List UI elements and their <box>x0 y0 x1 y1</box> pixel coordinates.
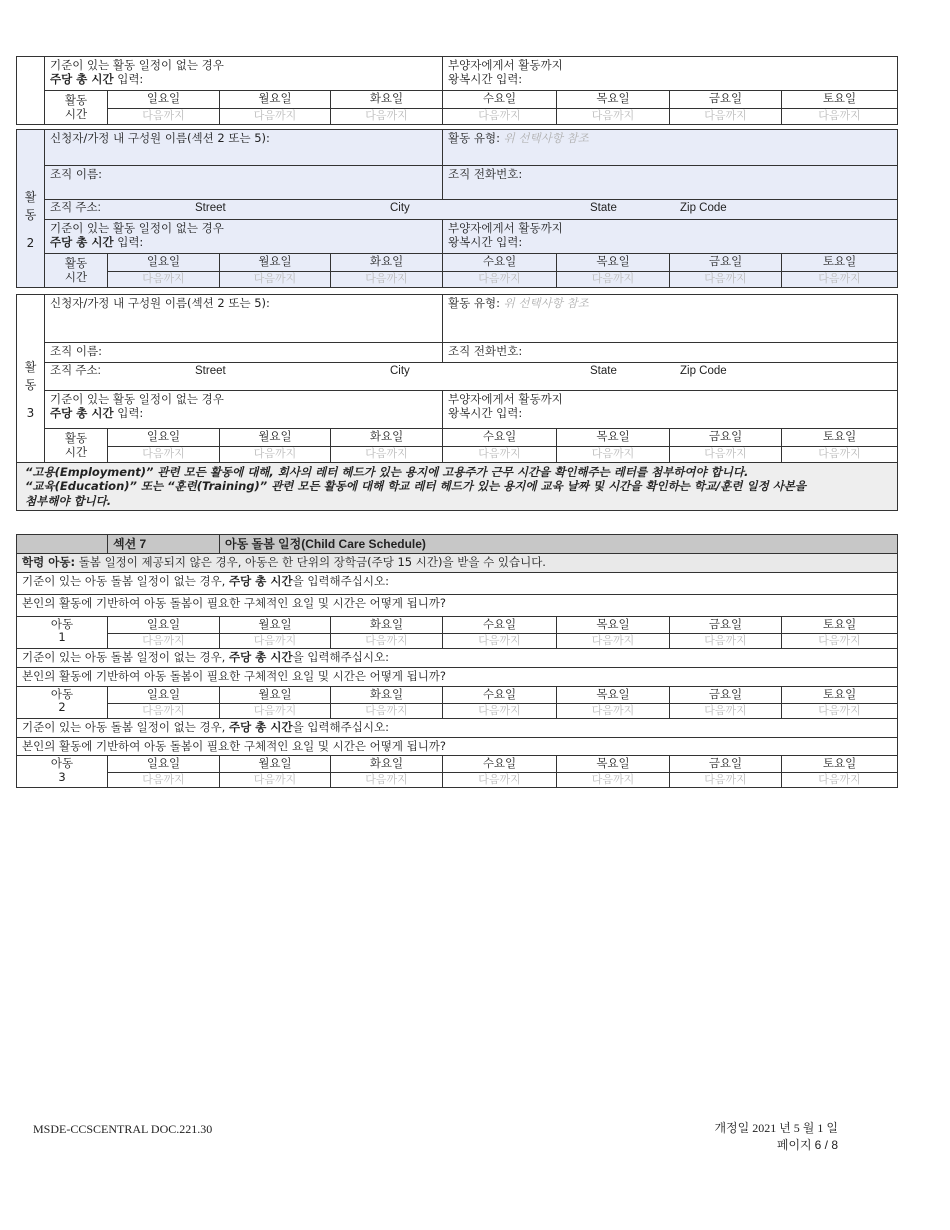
time-input[interactable]: 다음까지 <box>557 108 670 124</box>
activity-time-label: 활동 시간 <box>45 429 108 463</box>
time-input[interactable]: 다음까지 <box>331 634 443 649</box>
time-input[interactable]: 다음까지 <box>331 773 443 788</box>
time-input[interactable]: 다음까지 <box>443 271 557 287</box>
section-head-blank <box>17 535 108 554</box>
day-header: 월요일 <box>220 91 331 109</box>
day-header: 금요일 <box>670 254 782 272</box>
org-phone-field[interactable]: 조직 전화번호: <box>443 166 898 200</box>
org-address-field[interactable]: 조직 주소: Street City State Zip Code <box>45 363 898 391</box>
time-input[interactable]: 다음까지 <box>782 271 898 287</box>
day-header: 월요일 <box>220 617 331 634</box>
time-input[interactable]: 다음까지 <box>443 634 557 649</box>
time-input[interactable]: 다음까지 <box>782 108 898 124</box>
time-input[interactable]: 다음까지 <box>443 773 557 788</box>
time-input[interactable]: 다음까지 <box>108 773 220 788</box>
time-input[interactable]: 다음까지 <box>108 108 220 124</box>
day-header: 금요일 <box>670 686 782 703</box>
day-header: 수요일 <box>443 756 557 773</box>
day-header: 목요일 <box>557 91 670 109</box>
activity-time-label: 활동 시간 <box>45 254 108 288</box>
day-header: 수요일 <box>443 254 557 272</box>
time-input[interactable]: 다음까지 <box>331 446 443 462</box>
activity-1-side <box>17 57 45 125</box>
activity-1-continuation <box>16 56 898 125</box>
day-header: 수요일 <box>443 429 557 447</box>
day-header: 토요일 <box>782 617 898 634</box>
time-input[interactable]: 다음까지 <box>782 634 898 649</box>
time-input[interactable]: 다음까지 <box>220 703 331 718</box>
day-header: 토요일 <box>782 429 898 447</box>
time-input[interactable]: 다음까지 <box>782 446 898 462</box>
commute-time-field[interactable]: 부양자에게서 활동까지 왕복시간 입력: <box>443 391 898 429</box>
activity-type-field[interactable]: 활동 유형: 위 선택사항 참조 <box>443 130 898 166</box>
applicant-name-field[interactable]: 신청자/가정 내 구성원 이름(섹션 2 또는 5): <box>45 295 443 343</box>
page-number: 페이지 6 / 8 <box>776 1137 838 1152</box>
day-header: 금요일 <box>670 617 782 634</box>
activity-2-side-label: 활 동 2 <box>17 130 45 288</box>
day-header: 일요일 <box>108 756 220 773</box>
document-id: MSDE-CCSCENTRAL DOC.221.30 <box>33 1122 213 1136</box>
total-hours-field[interactable]: 기준이 있는 활동 일정이 없는 경우 주당 총 시간 입력: <box>45 391 443 429</box>
time-input[interactable]: 다음까지 <box>557 634 670 649</box>
page-footer-right <box>714 1120 838 1154</box>
activity-time-label: 활동 시간 <box>45 91 108 125</box>
activity-type-field[interactable]: 활동 유형: 위 선택사항 참조 <box>443 295 898 343</box>
time-input[interactable]: 다음까지 <box>108 703 220 718</box>
day-header: 목요일 <box>557 429 670 447</box>
day-header: 금요일 <box>670 429 782 447</box>
time-input[interactable]: 다음까지 <box>670 703 782 718</box>
time-input[interactable]: 다음까지 <box>670 108 782 124</box>
time-input[interactable]: 다음까지 <box>443 108 557 124</box>
day-header: 수요일 <box>443 686 557 703</box>
child-label: 아동 3 <box>17 756 108 788</box>
time-input[interactable]: 다음까지 <box>782 703 898 718</box>
day-header: 금요일 <box>670 756 782 773</box>
time-input[interactable]: 다음까지 <box>220 108 331 124</box>
org-name-field[interactable]: 조직 이름: <box>45 166 443 200</box>
time-input[interactable]: 다음까지 <box>557 773 670 788</box>
time-input[interactable]: 다음까지 <box>220 773 331 788</box>
day-header: 월요일 <box>220 686 331 703</box>
child-care-question: 본인의 활동에 기반하여 아동 돌봄이 필요한 구체적인 요일 및 시간은 어떻게 됩니까? <box>17 737 898 756</box>
activity-3-side-label: 활 동 3 <box>17 295 45 463</box>
section-title: 아동 돌봄 일정(Child Care Schedule) <box>220 535 898 554</box>
day-header: 월요일 <box>220 756 331 773</box>
day-header: 화요일 <box>331 756 443 773</box>
time-input[interactable]: 다음까지 <box>108 271 220 287</box>
day-header: 일요일 <box>108 686 220 703</box>
activity-2-block <box>16 129 898 288</box>
day-header: 일요일 <box>108 254 220 272</box>
time-input[interactable]: 다음까지 <box>108 634 220 649</box>
time-input[interactable]: 다음까지 <box>331 703 443 718</box>
child-total-hours-field[interactable]: 기준이 있는 아동 돌봄 일정이 없는 경우, 주당 총 시간을 입력해주십시오: <box>17 573 898 595</box>
child-total-hours-field[interactable]: 기준이 있는 아동 돌봄 일정이 없는 경우, 주당 총 시간을 입력해주십시오: <box>17 649 898 668</box>
time-input[interactable]: 다음까지 <box>443 446 557 462</box>
applicant-name-field[interactable]: 신청자/가정 내 구성원 이름(섹션 2 또는 5): <box>45 130 443 166</box>
day-header: 토요일 <box>782 686 898 703</box>
time-input[interactable]: 다음까지 <box>557 703 670 718</box>
school-age-note: 학령 아동: 돌봄 일정이 제공되지 않은 경우, 아동은 한 단위의 장학금(주당 15 시간)을 받을 수 있습니다. <box>17 554 898 573</box>
time-input[interactable]: 다음까지 <box>331 108 443 124</box>
documentation-notice: “고용(Employment)” 관련 모든 활동에 대해, 회사의 레터 헤드가 있는 용지에 고용주가 근무 시간을 확인해주는 레터를 첨부하여야 합니다. “교육(Education)” 또는 “훈련(Training)” 관련 모든 활동에 대해 학교 레터 헤드가 있는 용지에 교육 날짜 및 시간을 확인하는 학교/훈련 일정 사본을 첨부해야 합니다. <box>17 462 898 510</box>
child-total-hours-field[interactable]: 기준이 있는 아동 돌봄 일정이 없는 경우, 주당 총 시간을 입력해주십시오: <box>17 718 898 737</box>
day-header: 수요일 <box>443 617 557 634</box>
time-input[interactable]: 다음까지 <box>557 271 670 287</box>
day-header: 일요일 <box>108 617 220 634</box>
time-input[interactable]: 다음까지 <box>220 634 331 649</box>
org-phone-field[interactable]: 조직 전화번호: <box>443 343 898 363</box>
time-input[interactable]: 다음까지 <box>220 446 331 462</box>
time-input[interactable]: 다음까지 <box>443 703 557 718</box>
org-address-field[interactable]: 조직 주소: Street City State Zip Code <box>45 200 898 220</box>
day-header: 토요일 <box>782 91 898 109</box>
child-care-question: 본인의 활동에 기반하여 아동 돌봄이 필요한 구체적인 요일 및 시간은 어떻게 됩니까? <box>17 667 898 686</box>
time-input[interactable]: 다음까지 <box>782 773 898 788</box>
commute-time-field[interactable]: 부양자에게서 활동까지 왕복시간 입력: <box>443 57 898 91</box>
day-header: 월요일 <box>220 254 331 272</box>
time-input[interactable]: 다음까지 <box>331 271 443 287</box>
day-header: 화요일 <box>331 429 443 447</box>
commute-time-field[interactable]: 부양자에게서 활동까지 왕복시간 입력: <box>443 220 898 254</box>
total-hours-field[interactable]: 기준이 있는 활동 일정이 없는 경우 주당 총 시간 입력: <box>45 57 443 91</box>
revision-date: 개정일 2021 년 5 월 1 일 <box>714 1121 838 1135</box>
day-header: 금요일 <box>670 91 782 109</box>
child-label: 아동 1 <box>17 617 108 649</box>
day-header: 월요일 <box>220 429 331 447</box>
day-header: 토요일 <box>782 756 898 773</box>
time-input[interactable]: 다음까지 <box>220 271 331 287</box>
day-header: 수요일 <box>443 91 557 109</box>
total-hours-field[interactable]: 기준이 있는 활동 일정이 없는 경우 주당 총 시간 입력: <box>45 220 443 254</box>
org-name-field[interactable]: 조직 이름: <box>45 343 443 363</box>
time-input[interactable]: 다음까지 <box>557 446 670 462</box>
day-header: 화요일 <box>331 91 443 109</box>
day-header: 일요일 <box>108 91 220 109</box>
section-number: 섹션 7 <box>108 535 220 554</box>
day-header: 목요일 <box>557 756 670 773</box>
time-input[interactable]: 다음까지 <box>670 773 782 788</box>
child-label: 아동 2 <box>17 686 108 718</box>
day-header: 일요일 <box>108 429 220 447</box>
activity-3-block <box>16 294 898 511</box>
day-header: 목요일 <box>557 686 670 703</box>
time-input[interactable]: 다음까지 <box>670 271 782 287</box>
section-7-child-care-schedule <box>16 534 898 788</box>
day-header: 목요일 <box>557 254 670 272</box>
time-input[interactable]: 다음까지 <box>108 446 220 462</box>
day-header: 화요일 <box>331 254 443 272</box>
child-care-question: 본인의 활동에 기반하여 아동 돌봄이 필요한 구체적인 요일 및 시간은 어떻게 됩니까? <box>17 595 898 617</box>
day-header: 목요일 <box>557 617 670 634</box>
day-header: 화요일 <box>331 617 443 634</box>
day-header: 화요일 <box>331 686 443 703</box>
day-header: 토요일 <box>782 254 898 272</box>
time-input[interactable]: 다음까지 <box>670 446 782 462</box>
time-input[interactable]: 다음까지 <box>670 634 782 649</box>
